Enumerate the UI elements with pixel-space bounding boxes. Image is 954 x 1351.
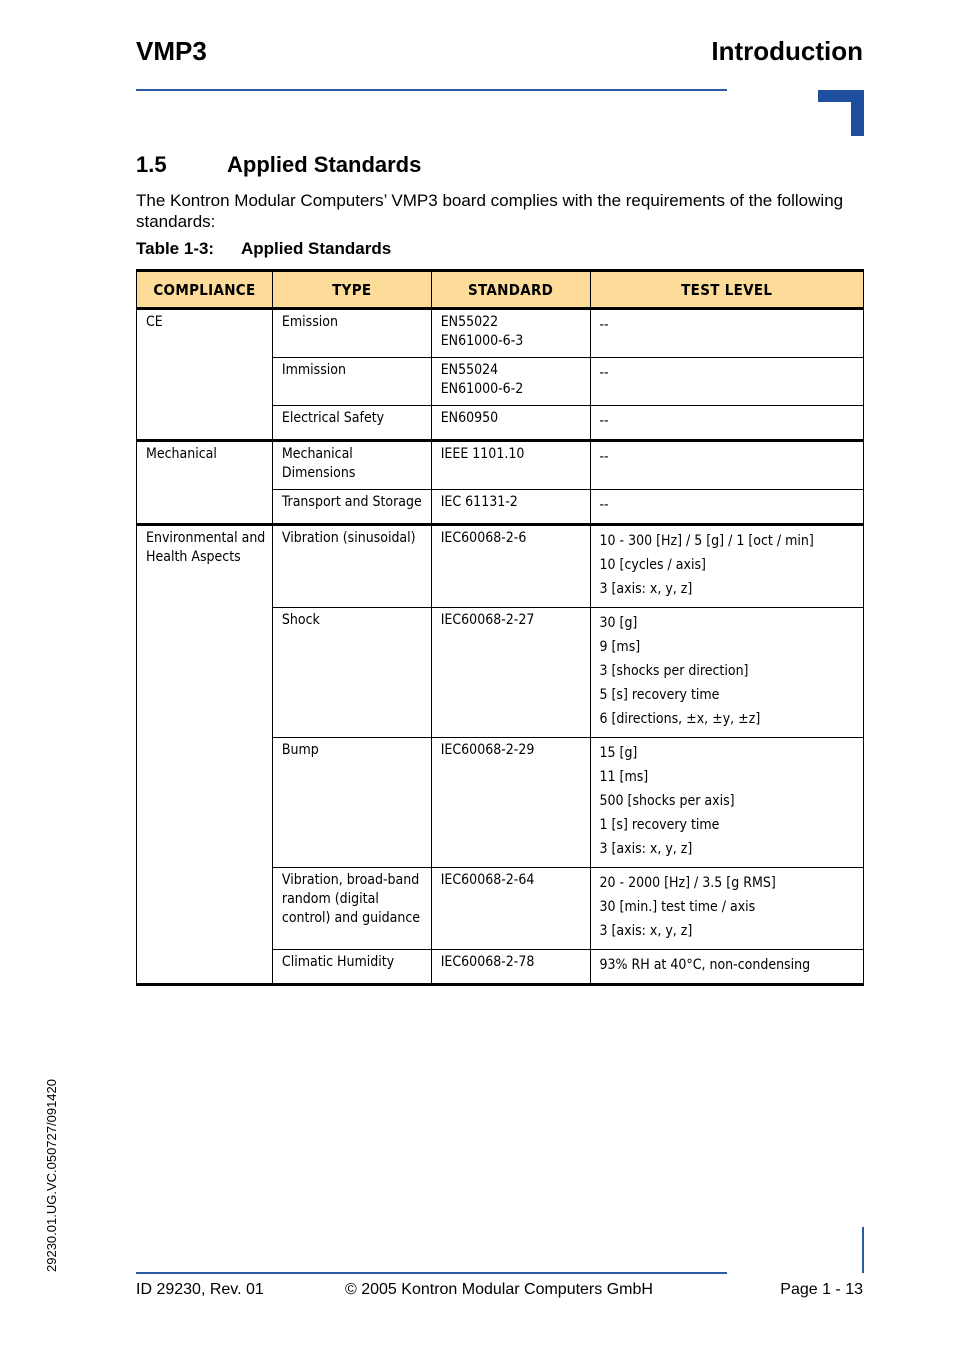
test-level-cell — [590, 608, 864, 738]
type-cell: Vibration (sinusoidal) — [272, 525, 431, 608]
test-level-cell — [590, 525, 864, 608]
standard-line: IEC60068-2-64 — [440, 872, 535, 888]
compliance-cell: Environmental and Health Aspects — [137, 525, 273, 985]
test-level-line: 3 [axis: x, y, z] — [599, 841, 693, 857]
test-level-line: 20 - 2000 [Hz] / 3.5 [g RMS] — [599, 875, 776, 891]
standard-line: IEC 61131-2 — [440, 494, 518, 510]
test-level-line: 11 [ms] — [599, 769, 649, 785]
standard-line: IEEE 1101.10 — [440, 446, 525, 462]
table-caption — [136, 239, 391, 259]
standard-cell — [431, 309, 590, 358]
standard-line: EN61000-6-2 — [440, 381, 524, 397]
section-heading — [136, 152, 421, 178]
intro-paragraph: The Kontron Modular Computers’ VMP3 board complies with the requirements of the following standards: — [136, 191, 844, 231]
test-level-cell — [590, 868, 864, 950]
test-level-cell — [590, 950, 864, 985]
table-caption-title: Applied Standards — [241, 239, 392, 258]
footer-doc-id: ID 29230, Rev. 01 — [136, 1281, 264, 1298]
compliance-group — [137, 309, 864, 441]
standard-cell — [431, 608, 590, 738]
standard-line: EN61000-6-3 — [440, 333, 524, 349]
column-header: STANDARD — [431, 271, 590, 309]
test-level-cell — [590, 309, 864, 358]
test-level-line: -- — [599, 449, 609, 465]
footer-copyright: © 2005 Kontron Modular Computers GmbH — [345, 1281, 653, 1298]
test-level-line: -- — [599, 413, 609, 429]
header-product: VMP3 — [136, 36, 207, 66]
section-number: 1.5 — [136, 152, 167, 177]
test-level-cell — [590, 358, 864, 406]
test-level-line: 500 [shocks per axis] — [599, 793, 735, 809]
test-level-line: 5 [s] recovery time — [599, 687, 720, 703]
table-header-row — [137, 271, 864, 309]
test-level-line: -- — [599, 317, 609, 333]
type-cell: Climatic Humidity — [272, 950, 431, 985]
standard-line: EN60950 — [440, 410, 499, 426]
test-level-cell — [590, 406, 864, 441]
type-cell: Bump — [272, 738, 431, 868]
standard-cell — [431, 406, 590, 441]
table-row — [137, 441, 864, 490]
test-level-line: 15 [g] — [599, 745, 638, 761]
header-rule — [136, 89, 727, 91]
standard-cell — [431, 525, 590, 608]
compliance-group — [137, 441, 864, 525]
type-cell: Shock — [272, 608, 431, 738]
test-level-line: 9 [ms] — [599, 639, 641, 655]
test-level-line: 6 [directions, ±x, ±y, ±z] — [599, 711, 761, 727]
table-row — [137, 309, 864, 358]
test-level-cell — [590, 490, 864, 525]
corner-mark-vertical — [851, 90, 864, 136]
test-level-line: 1 [s] recovery time — [599, 817, 720, 833]
footer-corner-bar — [862, 1227, 864, 1273]
compliance-cell: Mechanical — [137, 441, 273, 525]
test-level-line: 3 [axis: x, y, z] — [599, 923, 693, 939]
standard-cell — [431, 950, 590, 985]
column-header: TYPE — [272, 271, 431, 309]
header-chapter: Introduction — [711, 36, 863, 66]
standard-line: IEC60068-2-29 — [440, 742, 535, 758]
footer-rule — [136, 1272, 727, 1274]
table-caption-label: Table 1-3: — [136, 239, 215, 258]
column-header: COMPLIANCE — [137, 271, 273, 309]
test-level-line: 10 - 300 [Hz] / 5 [g] / 1 [oct / min] — [599, 533, 814, 549]
footer-page-number: Page 1 - 13 — [780, 1281, 863, 1298]
standard-line: EN55024 — [440, 362, 499, 378]
type-cell: Vibration, broad-band random (digital control) and guidance — [272, 868, 431, 950]
compliance-cell: CE — [137, 309, 273, 441]
standards-table — [136, 269, 864, 986]
test-level-line: -- — [599, 497, 609, 513]
table-row — [137, 525, 864, 608]
standard-line: IEC60068-2-27 — [440, 612, 535, 628]
test-level-line: 3 [shocks per direction] — [599, 663, 749, 679]
test-level-cell — [590, 441, 864, 490]
type-cell: Mechanical Dimensions — [272, 441, 431, 490]
type-cell: Emission — [272, 309, 431, 358]
standard-line: EN55022 — [440, 314, 499, 330]
test-level-line: 3 [axis: x, y, z] — [599, 581, 693, 597]
test-level-line: -- — [599, 365, 609, 381]
standard-cell — [431, 441, 590, 490]
standard-cell — [431, 738, 590, 868]
test-level-line: 10 [cycles / axis] — [599, 557, 706, 573]
type-cell: Transport and Storage — [272, 490, 431, 525]
test-level-line: 30 [min.] test time / axis — [599, 899, 756, 915]
standard-cell — [431, 358, 590, 406]
test-level-line: 30 [g] — [599, 615, 638, 631]
standard-cell — [431, 490, 590, 525]
document-id-vertical: 29230.01.UG.VC.050727/091420 — [44, 1079, 59, 1272]
column-header: TEST LEVEL — [590, 271, 864, 309]
compliance-group — [137, 525, 864, 985]
type-cell: Electrical Safety — [272, 406, 431, 441]
test-level-line: 93% RH at 40°C, non-condensing — [599, 957, 811, 973]
section-title: Applied Standards — [227, 152, 422, 177]
type-cell: Immission — [272, 358, 431, 406]
standard-cell — [431, 868, 590, 950]
standard-line: IEC60068-2-78 — [440, 954, 535, 970]
test-level-cell — [590, 738, 864, 868]
standard-line: IEC60068-2-6 — [440, 530, 527, 546]
